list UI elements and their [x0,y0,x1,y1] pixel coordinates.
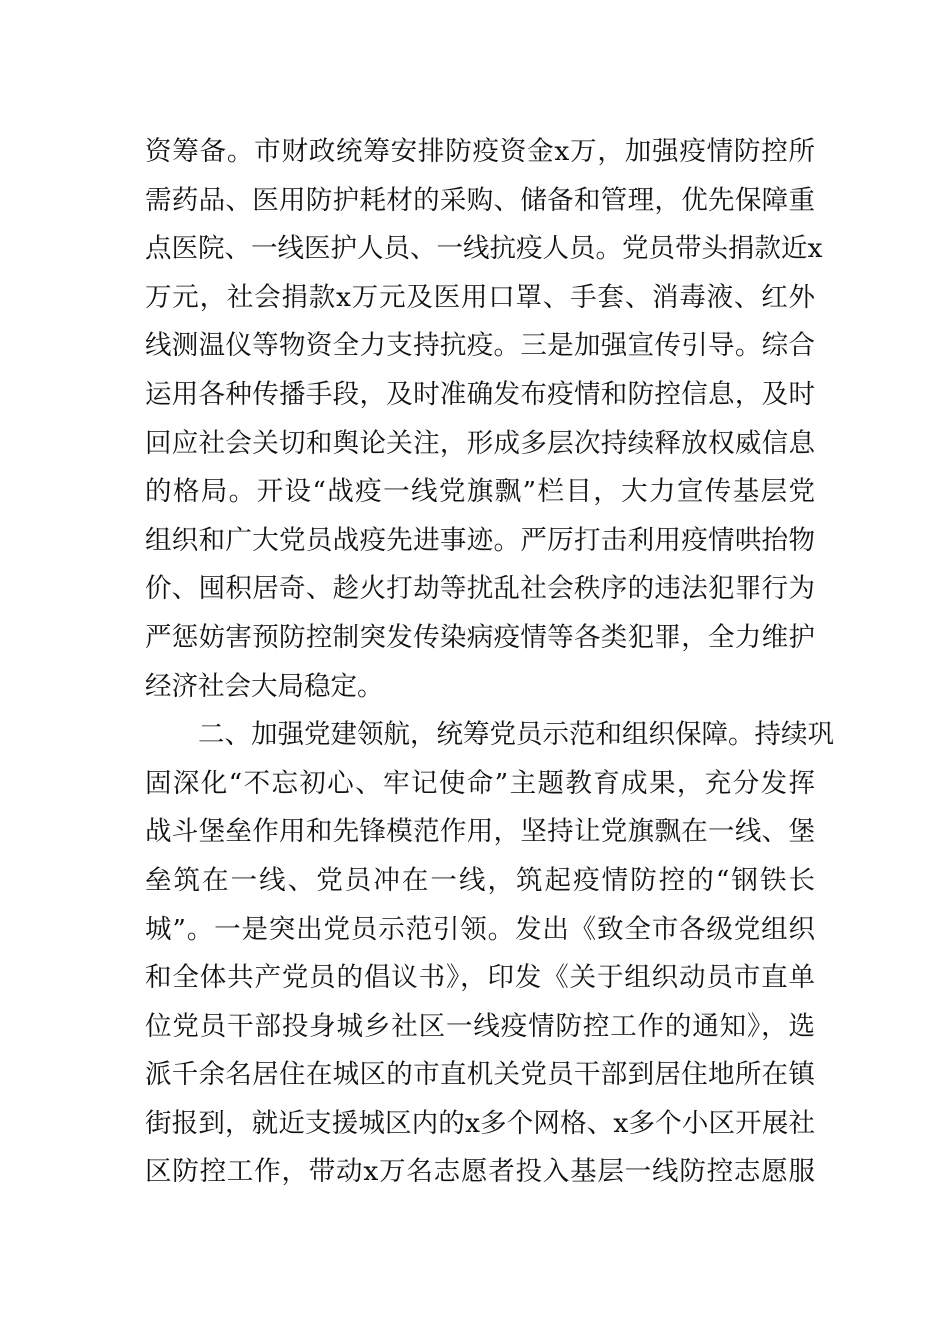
text-line: 城”。一是突出党员示范引领。发出《致全市各级党组织 [145,913,815,945]
paragraph-1 [145,128,823,711]
text-line: 街报到，就近支援城区内的x多个网格、x多个小区开展社 [145,1107,815,1139]
text-line: 运用各种传播手段，及时准确发布疫情和防控信息，及时 [145,378,815,410]
text-line: 回应社会关切和舆论关注，形成多层次持续释放权威信息 [145,427,815,459]
text-line: 和全体共产党员的倡议书》，印发《关于组织动员市直单 [145,962,815,994]
text-line: 派千余名居住在城区的市直机关党员干部到居住地所在镇 [145,1059,815,1091]
text-line: 组织和广大党员战疫先进事迹。严厉打击利用疫情哄抬物 [145,524,815,556]
text-line: 严惩妨害预防控制突发传染病疫情等各类犯罪，全力维护 [145,621,815,653]
text-line: 位党员干部投身城乡社区一线疫情防控工作的通知》，选 [145,1010,815,1042]
text-line: 万元，社会捐款x万元及医用口罩、手套、消毒液、红外 [145,281,815,313]
text-line: 区防控工作，带动x万名志愿者投入基层一线防控志愿服 [145,1156,815,1188]
text-line: 垒筑在一线、党员冲在一线，筑起疫情防控的“钢铁长 [145,864,815,896]
text-line: 的格局。开设“战疫一线党旗飘”栏目，大力宣传基层党 [145,476,815,508]
text-line: 点医院、一线医护人员、一线抗疫人员。党员带头捐款近x [145,233,823,265]
text-line: 战斗堡垒作用和先锋模范作用，坚持让党旗飘在一线、堡 [145,816,815,848]
paragraph-2 [145,711,834,1197]
text-line: 线测温仪等物资全力支持抗疫。三是加强宣传引导。综合 [145,330,815,362]
text-line: 二、加强党建领航，统筹党员示范和组织保障。持续巩 [198,719,834,751]
text-line: 经济社会大局稳定。 [145,670,384,702]
text-line: 固深化“不忘初心、牢记使命”主题教育成果，充分发挥 [145,767,815,799]
text-line: 需药品、医用防护耗材的采购、储备和管理，优先保障重 [145,184,815,216]
text-line: 资筹备。市财政统筹安排防疫资金x万，加强疫情防控所 [145,136,815,167]
text-line: 价、囤积居奇、趁火打劫等扰乱社会秩序的违法犯罪行为 [145,573,815,605]
body-text [145,128,834,1197]
